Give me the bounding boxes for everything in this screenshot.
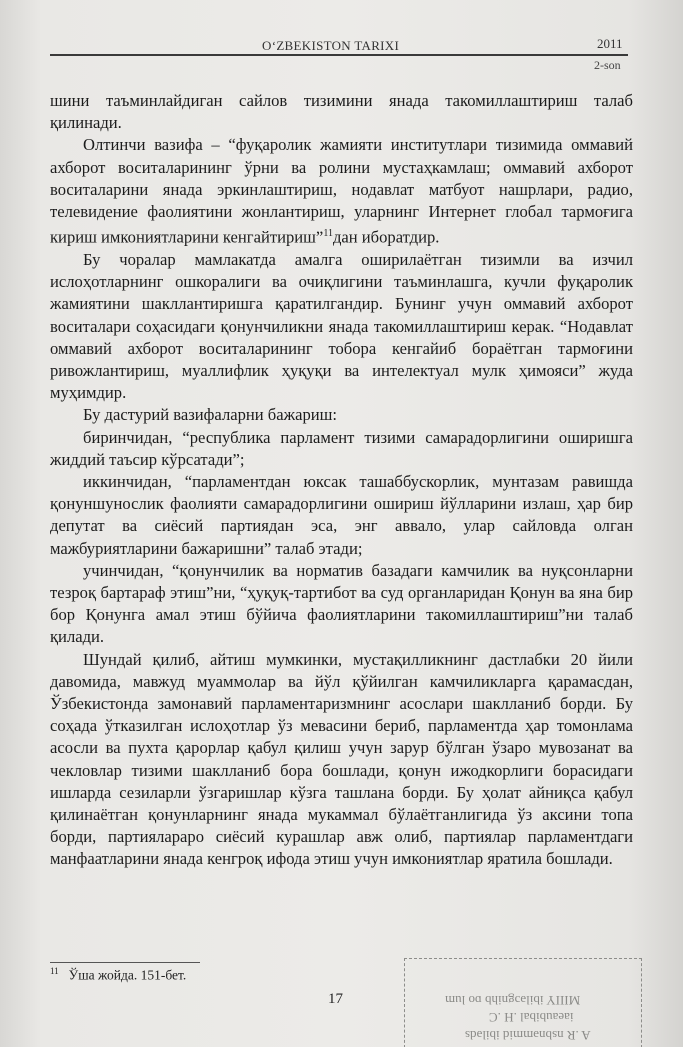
paragraph: шини таъминлайдиган сайлов тизимини янада такомиллаштириш талаб қилинади. — [50, 91, 633, 133]
stamp-line: iaeaubibal .H .C — [489, 1010, 574, 1025]
footnote-mark: 11 — [50, 966, 59, 976]
journal-issue: 2-son — [594, 58, 621, 72]
journal-title: O‘ZBEKISTON TARIXI — [262, 38, 400, 53]
paragraph: Бу дастурий вазифаларни бажариш: — [83, 405, 338, 425]
journal-year: 2011 — [597, 36, 623, 51]
header-divider — [50, 54, 628, 56]
paragraph: Шундай қилиб, айтиш мумкинки, мустақилликнинг дастлабки 20 йили давомида, мавжуд муаммолар ва йўл қўйилган камчиликларга қарамасдан, Ўзбекистонда замонавий парламентаризмнинг асослари шаклланиб борди. Бу соҳада ўтказилган ислоҳотлар ўз мевасини бериб, парламентда ҳар томонлама асосли ва пухта қарорлар қабул қилиш учун зарур бўлган ўзаро мувозанат ва чекловлар тизими шаклланиб бора бошлади, қонун ижодкорлиги борасидаги ишларда сезиларли ўзгаришлар кўзга ташлана борди. Бу ҳолат айниқса қабул қилинаётган қонунларнинг янада мукаммал бўлаётганлигида ўз аксини топа борди, партияларaро сиёсий курашлар авж олиб, партиялар парламентдаги манфаатларини янада кенгроқ ифода этиш учун имкониятлар яратила бошлади. — [50, 649, 633, 869]
stamp-line: MIIIY ibiləɔgnihb ɒo lum — [445, 993, 581, 1008]
paragraph-text-tail: дан иборатдир. — [332, 227, 440, 247]
paragraph — [50, 134, 633, 249]
footnote — [50, 966, 186, 984]
page-number: 17 — [328, 991, 343, 1007]
footnote-divider — [50, 962, 200, 963]
paragraph: учинчидан, “қонунчилик ва норматив базадаги камчилик ва нуқсонларни тезроқ бартараф этиш”ни, “ҳуқуқ-тартибот ва суд органларидан Қонун ва яна бир бор Қонунга амал этиш бўйича фаолиятларини такомиллаштириш”ни талаб қилади. — [50, 560, 633, 647]
footnote-reference: 11 — [323, 228, 333, 240]
paragraph: биринчидан, “республика парламент тизими самарадорлигини оширишга жиддий таъсир кўрсатади”; — [50, 427, 633, 469]
library-stamp — [404, 958, 642, 1047]
footnote-text: Ўша жойда. 151-бет. — [68, 967, 187, 983]
article-body — [50, 90, 633, 871]
stamp-line: A .R nsbnəmmid ibiləds — [465, 1028, 591, 1043]
paragraph: иккинчидан, “парламентдан юксак ташаббускорлик, мунтазам равишда қонуншунослик фаолияти самарадорлигини ошириш йўлларини излаш, ҳар бир депутат ва сиёсий партиядан эса, энг аввало, улар сайловда олган мажбуриятларини бажаришни” талаб этади; — [50, 471, 633, 558]
paragraph: Бу чоралар мамлакатда амалга оширилаётган тизимли ва изчил ислоҳотларнинг ошкоралиги ва очиқлигини таъминлашга, кучли фуқаролик жамиятини шакллантиришга қаратилгандир. Бунинг учун оммавий ахборот воситалари соҳасидаги қонунчиликни янада такомиллаштириш керак. “Нодавлат оммавий ахборот воситаларининг тобора кенгайиб бораётган тармоғини ривожлантириш, муаллифлик ҳуқуқи ва интелектуал мулк ҳимояси” жуда муҳимдир. — [50, 249, 633, 403]
paragraph-text: Олтинчи вазифа – “фуқаролик жамияти институтлари тизимида оммавий ахборот воситаларининг ўрни ва ролини мустаҳкамлаш; оммавий ахборот воситаларини янада эркинлаштириш, нодавлат матбуот нашрлари, радио, телевидение фаолиятини жонлантириш, уларнинг Интернет глобал тармоғига кириш имкониятларини кенгайтириш” — [50, 135, 633, 247]
